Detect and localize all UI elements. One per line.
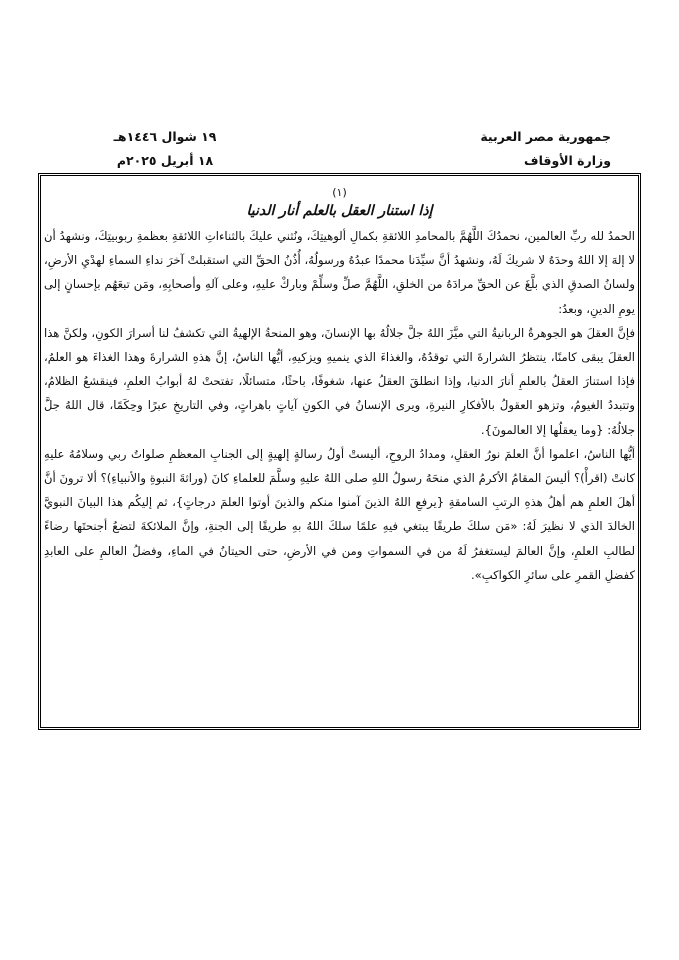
- country-name: جمهورية مصر العربية: [480, 128, 611, 144]
- gregorian-date: ١٨ أبريل ٢٠٢٥م: [116, 152, 214, 168]
- article-title: إذا استنار العقل بالعلم أنار الدنيا: [246, 203, 433, 219]
- sermon-content: [44, 180, 635, 587]
- paragraph-text: فإنَّ العقلَ هو الجوهرةُ الربانيةُ التي ميَّزَ اللهُ جلَّ جلالُهُ بها الإنسانَ، وهو المنحةُ الإلهيةُ التي تكشفُ لنا أسرارَ الكونِ، ولكنَّ هذا العقلَ يبقى كامنًا، ينتظرُ الشرارةَ التي توقدُهُ، والغذاءَ الذي ينميهِ ويزكيهِ، أيُّها الناسُ، إنَّ هذهِ الشرارةَ وهذا الغذاءَ هو العلمُ، فإذا استنارَ العقلُ بالعلمِ أنارَ الدنيا، وإذا انطلقَ العقلُ عنها، شغوفًا، باحثًا، متسائلًا، تفتحتْ لهُ أبوابُ العلمِ، فينقشعُ الظلامُ، وتتبددُ الغيومُ، وتزهو العقولُ بالأفكارِ النيرةِ، ويرى الإنسانُ في الكونِ آياتٍ باهراتٍ، وفي التاريخِ عبرًا وحِكَمًا، قال اللهُ جلَّ جلالُهُ: {وما يعقلُها إلا العالمونَ}.: [44, 325, 635, 437]
- paragraph-2: [44, 321, 635, 442]
- paragraph-3: [44, 442, 635, 587]
- ministry-name: وزارة الأوقاف: [524, 152, 611, 168]
- document-header: [40, 124, 639, 172]
- hijri-date: ١٩ شوال ١٤٤٦هـ: [113, 128, 217, 144]
- article-number: (١): [332, 186, 347, 199]
- paragraph-text: أيُّها الناسُ، اعلموا أنَّ العلمَ نورُ العقلِ، ومدادُ الروحِ، أليستْ أولُ رسالةٍ إلهيةٍ إلى الجنابِ المعظمِ صلواتُ ربي وسلامُهُ عليهِ كانتْ (اقرأْ)؟ أليسَ المقامُ الأكرمُ الذي منحَهُ رسولُ اللهِ صلى اللهُ عليهِ وسلَّمَ للعلماءِ كانَ (وراثةَ النبوةِ والأنبياءِ)؟ ألا ترونَ أنَّ أهلَ العلمِ هم أهلُ هذهِ الرتبِ السامقةِ {يرفعِ اللهُ الذينَ آمنوا منكم والذينَ أوتوا العلمَ درجاتٍ}، ثم إليكُم هذا البيانَ النبويَّ الخالدَ الذي لا نظيرَ لَهُ: «مَن سلكَ طريقًا يبتغي فيهِ علمًا سلكَ اللهُ بهِ طريقًا إلى الجنةِ، وإنَّ الملائكةَ لتضعُ أجنحتَها رضاءً لطالبِ العلمِ، وإنَّ العالمَ ليستغفرُ لَهُ من في السمواتِ ومن في الأرضِ، حتى الحيتانُ في الماءِ، وفضلُ العالمِ على العابدِ كفضلِ القمرِ على سائرِ الكواكبِ».: [44, 446, 635, 582]
- paragraph-text: الحمدُ لله ربِّ العالمين، نحمدُكَ اللَّهُمَّ بالمحامدِ اللائقةِ بكمالِ ألوهيتِكَ، ونُثني عليكَ بالثناءاتِ اللائقةِ بعظمةِ ربوبيتِكَ، ونشهدُ أن لا إلهَ إلا اللهُ وحدَهُ لا شريكَ لَهُ، ونشهدُ أنَّ سيِّدَنا محمدًا عبدُهُ ورسولُهُ، أُذُنُ الحقِّ التي استقبلتْ آخرَ نداءِ السماءِ لهدْيِ الأرضِ، ولسانُ الصدقِ الذي بلَّغَ عن الحقِّ مرادَهُ من الخلقِ، اللَّهُمَّ صلِّ وسلِّمْ وباركْ عليهِ، وعلى آلهِ وأصحابِهِ، ومَن تبعَهُم بإحسانٍ إلى يومِ الدينِ، وبعدُ:: [44, 229, 635, 316]
- paragraph-1: [44, 224, 635, 321]
